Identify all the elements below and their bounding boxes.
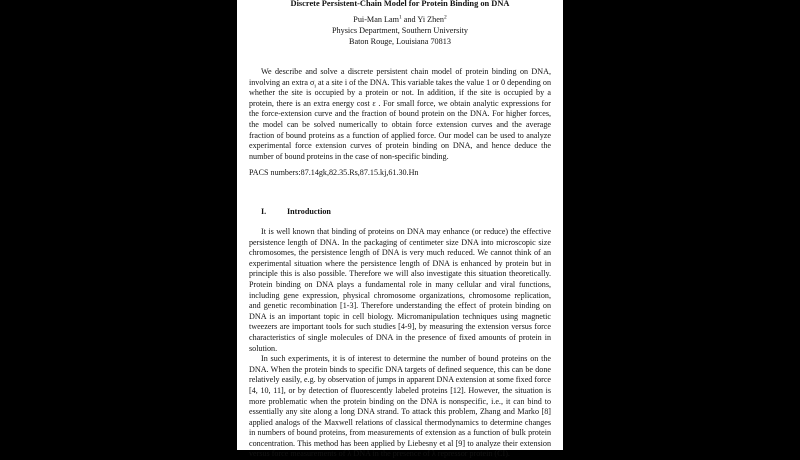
- author-conjunction: and: [401, 15, 418, 24]
- paragraph-text: It is well known that binding of proteins on DNA may enhance (or reduce) the effective persistence length of DNA. In the packaging of centimeter size DNA into microscopic size chromosomes, the persistence length of DNA is very much reduced. We cannot think of an experimental situation where the persistence length of DNA is enhanced by protein but in principle this is also possible. Therefore we will also investigate this situation theoretically. Protein binding on DNA plays a fundamental role in many cellular and viral functions, including gene expression, physical chromosome organizations, chromosome replication, and genetic recombination [1-3]. Therefore understanding the effect of protein binding on DNA is an important topic in cell biology. Micromanipulation techniques using magnetic tweezers are important tools for such studies [4-9], by measuring the extension versus force characteristics of single molecules of DNA in the presence of fixed amounts of protein in solution.: [249, 227, 551, 353]
- author-affiliation-mark-2: 2: [443, 14, 447, 21]
- paper-title: Discrete Persistent-Chain Model for Protein Binding on DNA: [290, 0, 510, 8]
- affiliation-department: Physics Department, Southern University: [332, 25, 468, 35]
- author-affiliation-mark-1: 1: [398, 14, 402, 21]
- section-number: I.: [261, 207, 267, 216]
- paragraph: [249, 227, 551, 354]
- abstract: [249, 67, 551, 162]
- author-name-2: Yi Zhen: [417, 15, 444, 24]
- paragraph-text: In such experiments, it is of interest to determine the number of bound proteins on the DNA. When the protein binds to specific DNA targets of defined sequence, this can be done relatively easily, e.g. by observation of jumps in apparent DNA extension at some fixed force [4, 10, 11], or by detection of fluorescently labeled proteins [12]. However, the situation is more problematic when the protein binding on the DNA is nonspecific, i.e., it can bind to essentially any site along a long DNA strand. To attack this problem, Zhang and Marko [8] applied analogs of the Maxwell relations of classical thermodynamics to determine changes in numbers of bound proteins, from measurements of extension as a function of bulk protein concentration. This method has been applied by Liebesny et al [9] to analyze their extension versus force measurements of λ DNA in the presence of λ repressor protein (CI).: [249, 354, 551, 459]
- author-line: [249, 15, 551, 26]
- abstract-text-part-2: at a site i of the DNA. This variable takes the value 1 or 0 depending on whether the site is occupied by a protein or not. In addition, if the site is occupied by a protein, there is an extra energy cost ε . For small force, we obtain analytic expressions for the force-extension curve and the fraction of bound protein on the DNA. For higher forces, the model can be solved numerically to obtain force extension curves and the average fraction of bound proteins as a function of applied force. Our model can be used to analyze experimental force extension curves of protein binding on DNA, and hence deduce the number of bound proteins in the case of non-specific binding.: [249, 77, 551, 161]
- body-text: [249, 227, 551, 460]
- abstract-text-part-1: We describe and solve a discrete persistent chain model of protein binding on DNA, involving an extra σ: [249, 67, 551, 87]
- section-title: Introduction: [287, 207, 331, 216]
- author-block: [249, 15, 551, 47]
- pacs-numbers: PACS numbers:87.14gk,82.35.Rs,87.15.kj,61.30.Hn: [249, 168, 419, 177]
- paragraph: [249, 354, 551, 460]
- abstract-subscript: i: [314, 83, 316, 90]
- document-page: [237, 0, 563, 459]
- author-name-1: Pui-Man Lam: [353, 15, 399, 24]
- affiliation-address: Baton Rouge, Louisiana 70813: [349, 36, 451, 46]
- section-heading: [261, 207, 331, 218]
